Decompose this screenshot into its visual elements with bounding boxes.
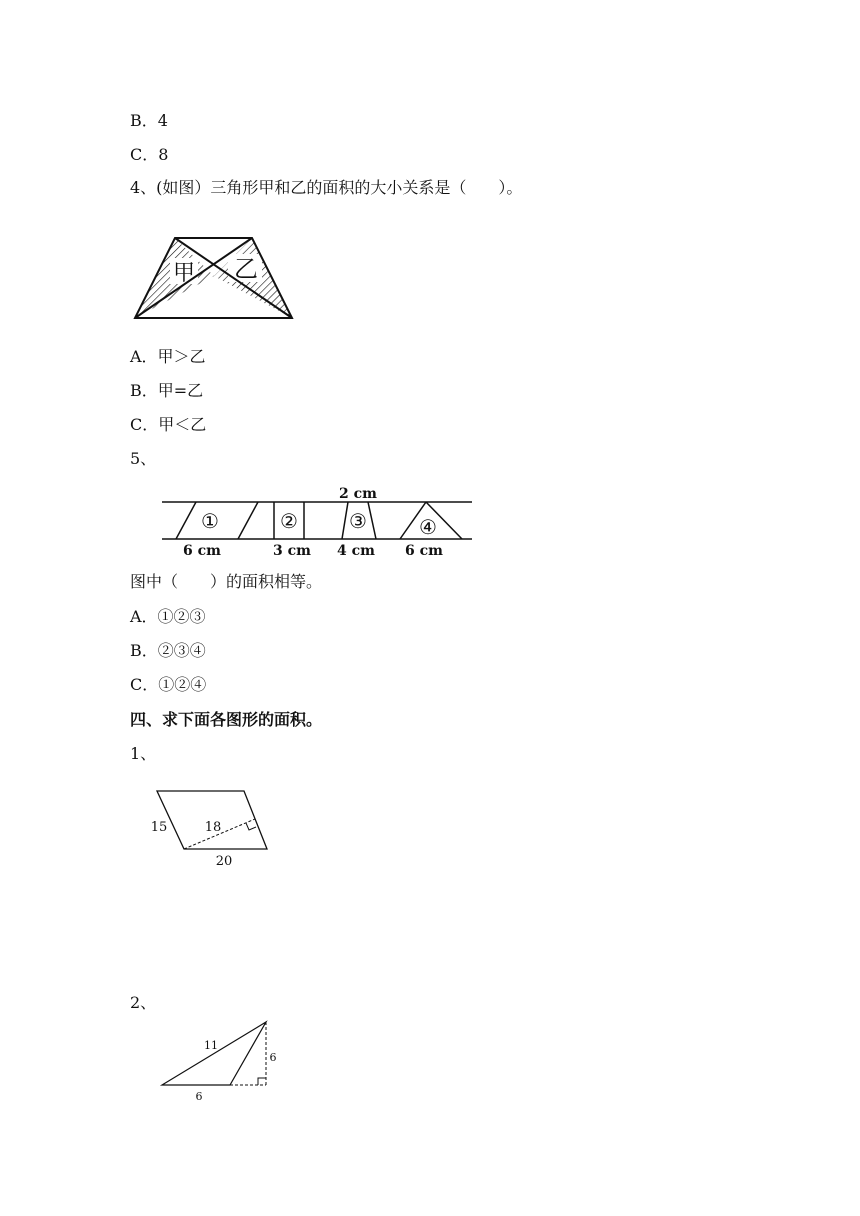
shape-2-label: ②	[280, 509, 298, 533]
question-5-number: 5、	[130, 449, 157, 468]
base-label: 6	[195, 1090, 203, 1103]
shape-3-label: ③	[349, 509, 367, 533]
problem-1-number: 1、	[130, 744, 157, 763]
side-label: 15	[150, 820, 168, 835]
base-2-label: 3 cm	[273, 543, 311, 559]
parallel-lines-figure	[158, 482, 478, 562]
option-b: B．4	[130, 111, 168, 130]
base-4-label: 6 cm	[405, 543, 443, 559]
label-jia: 甲	[172, 261, 196, 286]
label-yi: 乙	[234, 255, 258, 283]
option-c: C．8	[130, 145, 169, 164]
shape-1-label: ①	[201, 509, 219, 533]
section-heading: 四、求下面各图形的面积。	[130, 710, 323, 729]
problem-2-number: 2、	[130, 993, 157, 1012]
obtuse-triangle-figure	[155, 1016, 290, 1106]
option-a: A．甲＞乙	[130, 347, 206, 366]
base-3-label: 4 cm	[337, 543, 375, 559]
parallelogram-figure	[148, 785, 278, 870]
height-label: 18	[204, 820, 222, 835]
option-a: A．①②③	[130, 607, 206, 626]
top-label: 2 cm	[339, 486, 377, 502]
option-b: B．甲=乙	[130, 381, 204, 400]
hyp-label: 11	[204, 1039, 218, 1052]
question-5-text: 图中（ ）的面积相等。	[130, 572, 323, 591]
question-4-text: 4、(如图）三角形甲和乙的面积的大小关系是（ ）。	[130, 178, 523, 197]
option-c: C．①②④	[130, 675, 207, 694]
option-b: B．②③④	[130, 641, 206, 660]
trapezoid-triangles-figure	[130, 232, 300, 324]
option-c: C．甲＜乙	[130, 415, 207, 434]
height-label: 6	[269, 1051, 277, 1064]
base-1-label: 6 cm	[183, 543, 221, 559]
shape-4-label: ④	[419, 515, 437, 539]
base-label: 20	[215, 854, 233, 869]
